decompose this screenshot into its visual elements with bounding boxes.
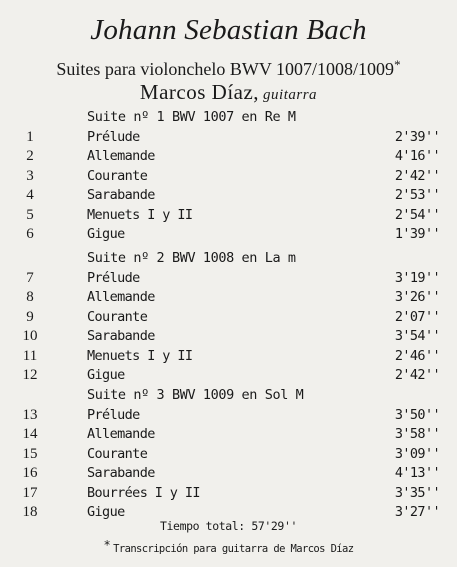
track-number: 2 bbox=[26, 148, 34, 165]
work-title-text: Suites para violonchelo BWV 1007/1008/1009 bbox=[56, 59, 395, 79]
track-title: Prélude bbox=[87, 270, 140, 286]
track-number: 14 bbox=[22, 426, 38, 443]
track-duration: 4'16'' bbox=[394, 148, 440, 165]
track-number: 12 bbox=[22, 367, 38, 383]
track-title: Sarabande bbox=[87, 187, 155, 204]
track-duration: 3'09'' bbox=[394, 445, 440, 462]
track-duration: 2'07'' bbox=[394, 308, 440, 325]
track-number: 1 bbox=[26, 129, 34, 145]
track-row bbox=[0, 187, 457, 206]
track-row bbox=[0, 328, 457, 347]
track-duration: 3'19'' bbox=[394, 270, 440, 286]
performer-name: Marcos Díaz, bbox=[139, 80, 260, 104]
track-duration: 3'58'' bbox=[394, 426, 440, 443]
track-title: Gigue bbox=[87, 226, 125, 242]
track-row bbox=[0, 348, 457, 367]
track-row bbox=[0, 446, 457, 465]
track-duration: 3'35'' bbox=[394, 484, 440, 501]
track-number: 3 bbox=[26, 167, 34, 184]
track-number: 8 bbox=[26, 289, 34, 306]
performer-role: guitarra bbox=[263, 87, 318, 103]
suite-heading: Suite nº 3 BWV 1009 en Sol M bbox=[87, 387, 304, 403]
composer-name: Johann Sebastian Bach bbox=[90, 14, 367, 46]
track-title: Prélude bbox=[87, 407, 140, 423]
track-row bbox=[0, 407, 457, 426]
track-row bbox=[0, 367, 457, 386]
footnote-marker: * bbox=[394, 57, 401, 72]
track-row bbox=[0, 168, 457, 187]
footnote-text: Transcripción para guitarra de Marcos Díaz bbox=[113, 543, 354, 555]
track-number: 11 bbox=[22, 347, 38, 364]
track-duration: 3'27'' bbox=[394, 504, 440, 520]
track-number: 16 bbox=[22, 465, 38, 482]
track-title: Gigue bbox=[87, 367, 125, 383]
track-number: 9 bbox=[26, 308, 34, 325]
track-row bbox=[0, 226, 457, 245]
track-duration: 2'54'' bbox=[394, 206, 440, 223]
track-row bbox=[0, 289, 457, 308]
track-title: Menuets I y II bbox=[87, 206, 193, 223]
track-row bbox=[0, 309, 457, 328]
suite-heading: Suite nº 1 BWV 1007 en Re M bbox=[87, 109, 296, 125]
track-number: 5 bbox=[26, 206, 34, 223]
track-title: Courante bbox=[87, 167, 148, 184]
track-number: 15 bbox=[22, 445, 38, 462]
footnote bbox=[0, 538, 457, 555]
work-title bbox=[0, 57, 457, 80]
track-duration: 2'53'' bbox=[394, 187, 440, 204]
track-duration: 3'54'' bbox=[394, 328, 440, 345]
track-number: 6 bbox=[26, 226, 34, 242]
track-duration: 3'50'' bbox=[394, 407, 440, 423]
track-row bbox=[0, 129, 457, 148]
track-title: Allemande bbox=[87, 426, 155, 443]
track-title: Courante bbox=[87, 308, 148, 325]
track-row bbox=[0, 270, 457, 289]
track-title: Menuets I y II bbox=[87, 347, 193, 364]
track-title: Sarabande bbox=[87, 328, 155, 345]
track-title: Allemande bbox=[87, 289, 155, 306]
track-duration: 2'46'' bbox=[394, 347, 440, 364]
track-duration: 2'39'' bbox=[394, 129, 440, 145]
track-number: 4 bbox=[26, 187, 34, 204]
track-duration: 2'42'' bbox=[394, 367, 440, 383]
track-row bbox=[0, 426, 457, 445]
suite-heading: Suite nº 2 BWV 1008 en La m bbox=[87, 250, 296, 266]
track-duration: 4'13'' bbox=[394, 465, 440, 482]
track-row bbox=[0, 485, 457, 504]
total-time: Tiempo total: 57'29'' bbox=[160, 519, 297, 533]
track-row bbox=[0, 148, 457, 167]
track-title: Allemande bbox=[87, 148, 155, 165]
track-duration: 1'39'' bbox=[394, 226, 440, 242]
track-number: 10 bbox=[22, 328, 38, 345]
track-row bbox=[0, 465, 457, 484]
track-title: Gigue bbox=[87, 504, 125, 520]
track-title: Sarabande bbox=[87, 465, 155, 482]
track-duration: 2'42'' bbox=[394, 167, 440, 184]
track-row bbox=[0, 207, 457, 226]
track-title: Bourrées I y II bbox=[87, 484, 200, 501]
track-number: 17 bbox=[22, 484, 38, 501]
track-number: 7 bbox=[26, 270, 34, 286]
footnote-mark: * bbox=[103, 538, 111, 552]
track-number: 13 bbox=[22, 407, 38, 423]
performer bbox=[0, 80, 457, 105]
track-title: Prélude bbox=[87, 129, 140, 145]
track-duration: 3'26'' bbox=[394, 289, 440, 306]
track-number: 18 bbox=[22, 504, 38, 520]
track-title: Courante bbox=[87, 445, 148, 462]
